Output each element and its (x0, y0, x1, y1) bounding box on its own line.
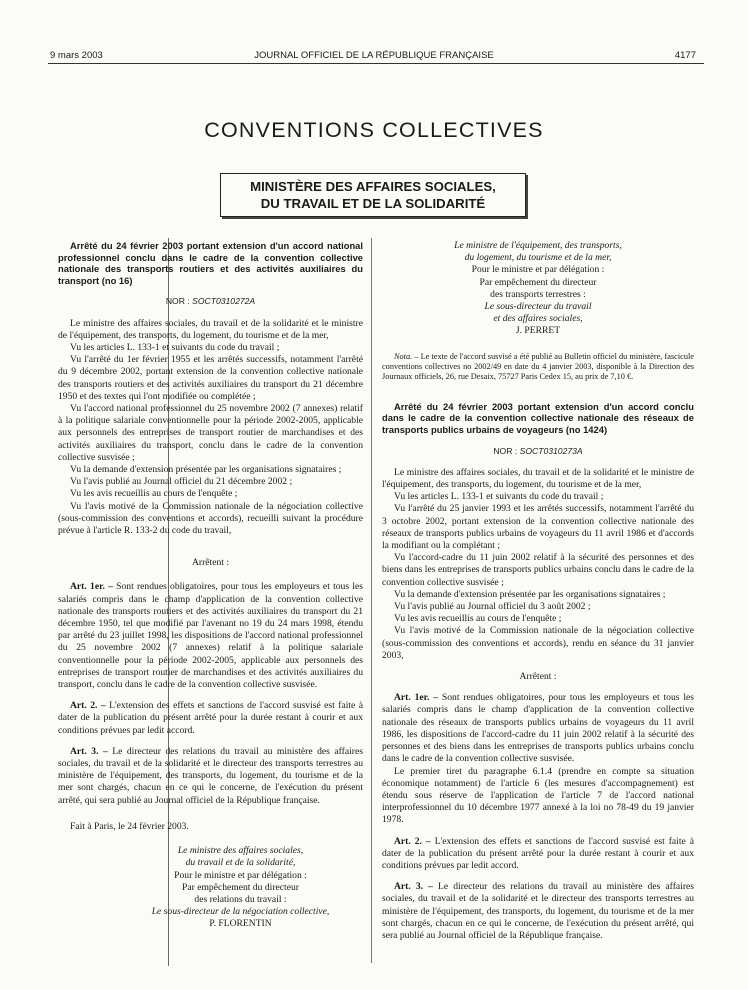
nota-label: Nota. – (394, 351, 419, 361)
header-rule (48, 63, 704, 64)
signature-line-1: Le ministre des affaires sociales, (177, 845, 304, 857)
nota-note (382, 352, 694, 383)
signature-line-2: du logement, du tourisme et de la mer, (464, 252, 612, 264)
decree-title-16: Arrêté du 24 février 2003 portant extension d'un accord national professionnel conclu dans le cadre de la convention collective nationale des transports routiers et des activités auxiliaires du transport (no 16) (58, 240, 363, 286)
visa-5: Vu l'avis publié au Journal officiel du 3 août 2002 ; (394, 601, 591, 613)
signature-line-5: des transports terrestres : (490, 288, 586, 300)
preamble-ministers: Le ministre des affaires sociales, du travail et de la solidarité et le ministre de l'équipement, des transports, du logement, du tourisme et de la mer, (382, 466, 694, 491)
signature-line-6: Le sous-directeur du travail (484, 301, 592, 313)
visa-4: Vu la demande d'extension présentée par les organisations signataires ; (70, 464, 342, 476)
ministry-line-2: DU TRAVAIL ET DE LA SOLIDARITÉ (260, 195, 486, 211)
signatory-name: P. FLORENTIN (209, 918, 272, 930)
nota-text: Le texte de l'accord susvisé a été publié au Bulletin officiel du ministère, fascicule conventions collectives no 2002/49 en date du 4 janvier 2003, disponible à la Direction des Journaux officiels, 26, rue Desaix, 75727 Paris Cedex 15, au prix de 7,10 €. (382, 351, 694, 382)
article-1-paragraph-2: Le premier tiret du paragraphe 6.1.4 (prendre en compte sa situation économique notamment) de l'article 6 (les mesures d'accompagnement) est étendu sous réserve de l'application de l'article 7 de l'accord national interprofessionnel du 10 décembre 1977 annexé à la loi no 78-49 du 19 janvier 1978. (382, 765, 694, 826)
nor-reference (58, 295, 363, 307)
article-3-label: Art. 3. – (70, 745, 108, 757)
header-page-number: 4177 (674, 50, 696, 61)
preamble-ministers: Le ministre des affaires sociales, du travail et de la solidarité et le ministre de l'équipement, des transports, du logement, du tourisme et de la mer, (58, 317, 363, 341)
signature-line-3: Pour le ministre et par délégation : (471, 264, 605, 276)
section-title: CONVENTIONS COLLECTIVES (204, 118, 544, 142)
visa-2: Vu l'arrêté du 25 janvier 1993 et les arrêtés successifs, notamment l'arrêté du 3 octobre 2002, portant extension de la convention collective nationale des réseaux de transports publics urbains de voyageurs du 11 avril 1986 et d'accords la modifiant ou la complétant ; (382, 503, 694, 552)
article-2-text: L'extension des effets et sanctions de l'accord susvisé est faite à dater de la publication du présent arrêté pour la durée restant à courir et aux conditions prévues par ledit accord. (382, 835, 695, 871)
visa-7: Vu l'avis motivé de la Commission nationale de la négociation collective (sous-commission des conventions et accords), recueilli suivant la procédure prévue à l'article R. 133-2 du code du travail, (58, 500, 363, 537)
visa-1: Vu les articles L. 133-1 et suivants du code du travail ; (70, 341, 280, 353)
right-signature-block (382, 240, 694, 338)
left-column (58, 240, 363, 931)
signature-line-5: des relations du travail : (194, 893, 287, 905)
visa-4: Vu la demande d'extension présentée par les organisations signataires ; (394, 588, 666, 600)
signature-line-7: et des affaires sociales, (493, 313, 583, 325)
signature-line-2: du travail et de la solidarité, (185, 857, 296, 869)
article-2 (58, 700, 363, 737)
article-1-label: Art. 1er. – (70, 581, 113, 593)
article-2 (382, 836, 694, 873)
visa-6: Vu les avis recueillis au cours de l'enquête ; (394, 613, 562, 625)
article-3 (58, 746, 363, 807)
nor-code: SOCT0310273A (519, 445, 583, 456)
visa-2: Vu l'arrêté du 1er février 1955 et les arrêtés successifs, notamment l'arrêté du 9 décembre 2002, portant extension de la convention collective nationale des transports routiers et des activités auxiliaires du transport du 21 décembre 1950 et des textes qui l'ont modifiée ou complétée ; (58, 354, 363, 402)
article-1-text: Sont rendues obligatoires, pour tous les employeurs et tous les salariés compris dans le champ d'application de la convention collective nationale des réseaux de transports publics urbains de voyageurs du 11 avril 1986, les dispositions de l'accord-cadre du 11 juin 2002 relatif à la sécurité des personnes et des biens dans les entreprises de transports publics urbains conclu dans le cadre de la convention collective susvisée. (382, 692, 694, 765)
signatory-name: J. PERRET (515, 325, 561, 337)
signing-place-date: Fait à Paris, le 24 février 2003. (70, 820, 189, 832)
article-1-label: Art. 1er. – (394, 692, 439, 704)
decree-title-1424: Arrêté du 24 février 2003 portant extension d'un accord conclu dans le cadre de la convention collective nationale des réseaux de transports publics urbains de voyageurs (no 1424) (382, 400, 694, 436)
article-2-text: L'extension des effets et sanctions de l'accord susvisé est faite à dater de la publication du présent arrêté pour la durée restant à courir et aux conditions prévues par ledit accord. (58, 700, 363, 736)
signature-line-3: Pour le ministre et par délégation : (174, 869, 307, 881)
visa-3: Vu l'accord national professionnel du 25 novembre 2002 (7 annexes) relatif à la politique salariale conventionnelle pour la période 2002-2005, applicable aux personnels des entreprises de transport routier de marchandises et des activités auxiliaires du transport, conclu dans le cadre de la convention collective susvisée ; (58, 403, 363, 463)
ministry-box (220, 173, 526, 217)
article-2-label: Art. 2. – (394, 835, 431, 847)
signature-line-1: Le ministre de l'équipement, des transports, (454, 240, 622, 251)
arretent-heading: Arrêtent : (519, 671, 557, 683)
ministry-line-1: MINISTÈRE DES AFFAIRES SOCIALES, (250, 179, 496, 194)
article-3 (382, 881, 694, 942)
right-column (382, 240, 694, 942)
column-divider (371, 238, 372, 963)
article-3-label: Art. 3. – (394, 881, 433, 893)
left-signature-block (58, 845, 363, 930)
signature-line-4: Par empêchement du directeur (182, 881, 299, 893)
nor-label: NOR : (165, 296, 190, 307)
signature-line-4: Par empêchement du directeur (479, 276, 597, 288)
nor-reference (382, 445, 694, 457)
visa-7: Vu l'avis motivé de la Commission nationale de la négociation collective (sous-commission des conventions et accords), rendu en séance du 31 janvier 2003, (382, 625, 694, 661)
signature-line-6: Le sous-directeur de la négociation collective, (151, 906, 330, 918)
nor-code: SOCT0310272A (192, 296, 256, 307)
visa-1: Vu les articles L. 133-1 et suivants du code du travail ; (394, 491, 604, 503)
visa-3: Vu l'accord-cadre du 11 juin 2002 relatif à la sécurité des personnes et des biens dans les entreprises de transports publics urbains conclu dans le cadre de la convention collective susvisée ; (382, 552, 694, 588)
visa-6: Vu les avis recueillis au cours de l'enquête ; (70, 488, 238, 500)
header-date: 9 mars 2003 (50, 50, 103, 61)
article-3-text: Le directeur des relations du travail au ministère des affaires sociales, du travail et de la solidarité et le directeur des transports terrestres au ministère de l'équipement, des transports, du logement, du tourisme et de la mer sont chargés, chacun en ce qui le concerne, de l'exécution du présent arrêté, qui sera publié au Journal officiel de la République française. (382, 881, 695, 941)
article-1 (382, 692, 694, 765)
nor-label: NOR : (493, 445, 518, 456)
article-1 (58, 581, 363, 691)
arretent-heading: Arrêtent : (191, 557, 230, 569)
visa-5: Vu l'avis publié au Journal officiel du 21 décembre 2002 ; (70, 476, 293, 488)
article-2-label: Art. 2. – (70, 700, 106, 712)
article-3-text: Le directeur des relations du travail au ministère des affaires sociales, du travail et de la solidarité et le directeur des transports terrestres au ministère de l'équipement, des transports, du logement, du tourisme et de la mer sont chargés, chacun en ce qui le concerne, de l'exécution du présent arrêté, qui sera publié au Journal officiel de la République française. (58, 745, 363, 806)
article-1-text: Sont rendues obligatoires, pour tous les employeurs et tous les salariés compris dans le champ d'application de la convention collective nationale des transports routiers et des activités auxiliaires du transport du 21 décembre 1950, tel que modifié par l'avenant no 19 du 24 mars 1998, étendu par arrêté du 23 juillet 1998, les dispositions de l'accord national professionnel du 25 novembre 2002 (7 annexes) relatif à la politique salariale conventionnelle pour la période 2002-2005, applicable aux personnels des entreprises de transport routier de marchandises et des activités auxiliaires du transport, conclu dans le cadre de la convention collective susvisée. (58, 581, 363, 691)
header-journal-title: JOURNAL OFFICIEL DE LA RÉPUBLIQUE FRANÇAISE (254, 50, 494, 61)
